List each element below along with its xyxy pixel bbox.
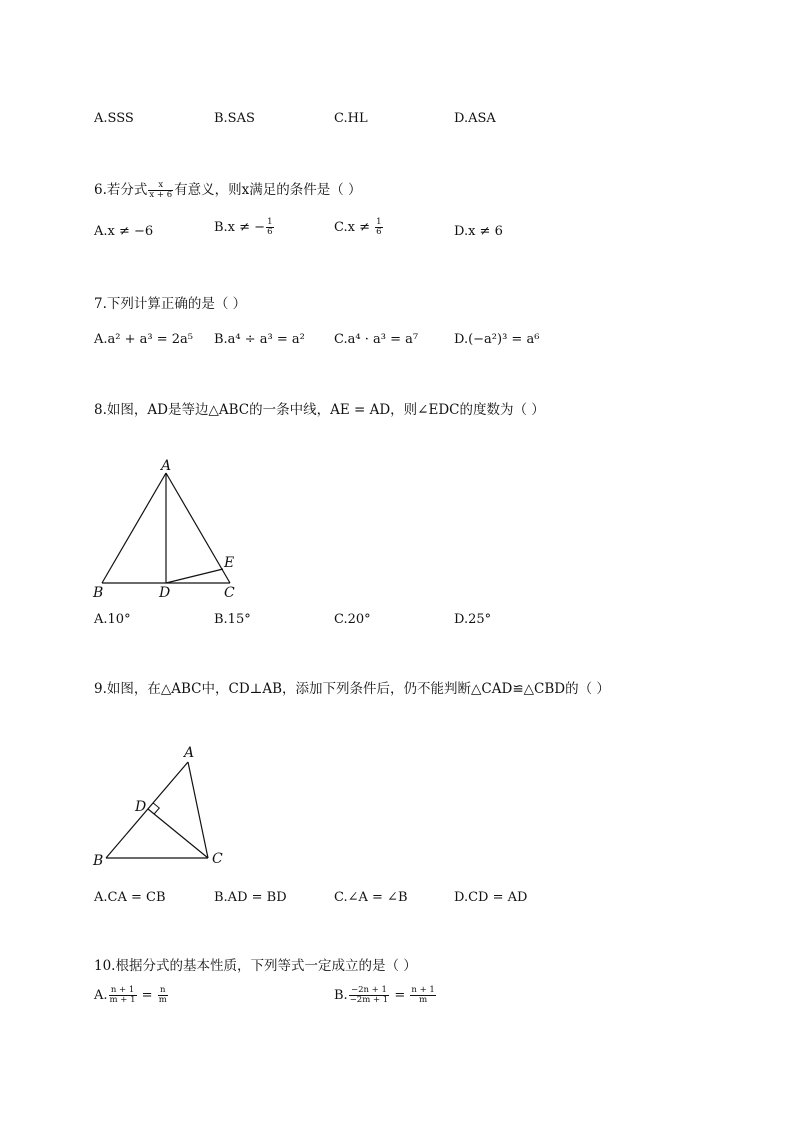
q5-option-c: C.HL: [334, 111, 368, 126]
q8-label-d: D: [159, 585, 171, 601]
q8-label-e: E: [224, 555, 235, 571]
q7-stem: 7.下列计算正确的是（ ）: [94, 296, 247, 312]
q9-label-b: B: [93, 853, 104, 869]
q5-option-b: B.SAS: [214, 111, 255, 126]
q8-label-b: B: [93, 585, 104, 601]
q8-side-ab: [102, 473, 166, 583]
q10-option-b-right-fraction: [410, 986, 435, 1005]
q6-option-c-text: C.x ≠: [334, 219, 375, 235]
q6-option-d: D.x ≠ 6: [454, 224, 503, 239]
q7-option-a: A.a² + a³ = 2a⁵: [94, 332, 193, 347]
q8-option-b: B.15°: [214, 612, 251, 627]
q6-option-c-fraction: [375, 218, 382, 237]
q7-option-c: C.a⁴ · a³ = a⁷: [334, 332, 419, 347]
q7-option-b: B.a⁴ ÷ a³ = a²: [214, 332, 305, 347]
q10-option-b-right-numerator: n + 1: [411, 985, 435, 995]
q9-label-d: D: [135, 799, 147, 815]
q10-option-b-equals: =: [390, 987, 410, 1003]
q8-side-ac: [166, 473, 230, 583]
q6-option-b-fraction: [266, 218, 273, 237]
q6-option-b: [214, 218, 275, 237]
q9-triangle-figure: [88, 740, 248, 875]
q6-option-a: A.x ≠ −6: [94, 224, 154, 239]
q10-option-a: [94, 986, 169, 1005]
q9-right-angle-mark: [153, 803, 159, 814]
q6-option-c-numerator: 1: [376, 217, 382, 227]
q9-label-c: C: [212, 851, 223, 867]
q10-option-a-left-denominator: m + 1: [109, 994, 136, 1005]
q10-option-a-right-fraction: [158, 986, 168, 1005]
q10-option-a-equals: =: [137, 987, 157, 1003]
q10-option-a-letter: A.: [94, 987, 108, 1003]
q9-option-b: B.AD = BD: [214, 890, 287, 905]
q5-option-a: A.SSS: [94, 111, 134, 126]
q8-option-a: A.10°: [94, 612, 131, 627]
q9-option-a: A.CA = CB: [94, 890, 166, 905]
q10-option-a-right-numerator: n: [158, 986, 168, 996]
q8-stem: 8.如图，AD是等边△ABC的一条中线，AE = AD，则∠EDC的度数为（ ）: [94, 402, 545, 418]
q6-option-b-denominator: 6: [267, 226, 273, 237]
q8-option-c: C.20°: [334, 612, 371, 627]
q6-fraction-numerator: x: [148, 181, 173, 191]
q8-label-a: A: [161, 458, 172, 474]
q6-option-b-text: B.x ≠ −: [214, 219, 266, 235]
q9-stem: 9.如图，在△ABC中，CD⊥AB，添加下列条件后，仍不能判断△CAD≌△CBD的（ ）: [94, 681, 610, 697]
q10-option-b-left-numerator: −2n + 1: [349, 986, 390, 996]
q10-option-b-letter: B.: [334, 987, 348, 1003]
q10-option-a-left-fraction: [109, 986, 137, 1005]
q9-option-d: D.CD = AD: [454, 890, 528, 905]
q8-label-c: C: [224, 585, 235, 601]
q9-side-ab: [106, 762, 188, 858]
q10-option-b-left-fraction: [349, 986, 390, 1005]
q10-option-b: [334, 986, 437, 1005]
q10-option-b-right-denominator: m: [419, 994, 428, 1005]
q6-option-c-denominator: 6: [376, 226, 382, 237]
q6-option-c: [334, 218, 384, 237]
q5-option-d: D.ASA: [454, 111, 496, 126]
q8-option-d: D.25°: [454, 612, 492, 627]
q10-stem: 10.根据分式的基本性质，下列等式一定成立的是（ ）: [94, 958, 417, 974]
q10-option-b-left-denominator: −2m + 1: [349, 994, 389, 1005]
q9-label-a: A: [184, 745, 195, 761]
q6-fraction-denominator: x + 6: [149, 190, 173, 200]
q6-option-b-numerator: 1: [267, 217, 273, 227]
q6-stem-suffix: 有意义，则x满足的条件是（ ）: [174, 182, 362, 198]
q6-stem-prefix: 6.若分式: [94, 182, 148, 198]
q10-option-a-left-numerator: n + 1: [109, 986, 137, 996]
q8-triangle-figure: [88, 455, 268, 605]
q9-option-c: C.∠A = ∠B: [334, 890, 408, 905]
q8-segment-de: [166, 569, 223, 583]
q10-option-a-right-denominator: m: [158, 994, 167, 1005]
q6-stem: [94, 178, 362, 200]
q7-option-d: D.(−a²)³ = a⁶: [454, 332, 540, 347]
q6-fraction: [148, 181, 173, 200]
